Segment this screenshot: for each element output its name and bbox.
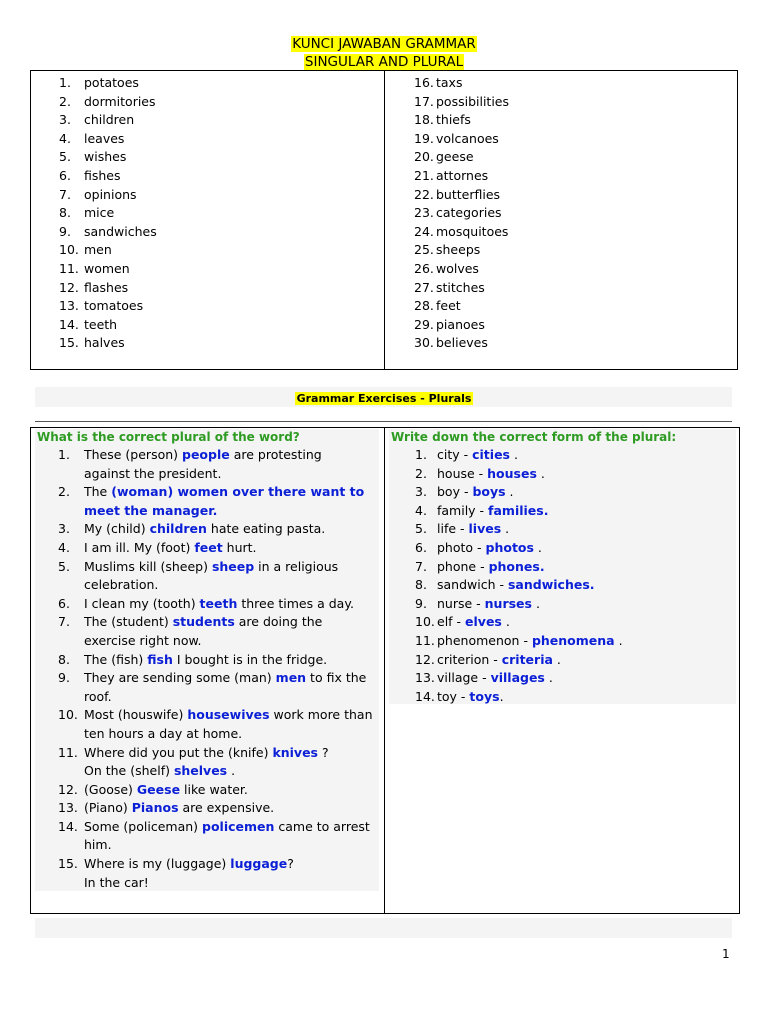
question-text: I am ill. My (foot) <box>84 539 195 555</box>
answer-key-left-column <box>59 74 157 353</box>
question-text: are doing the <box>234 614 323 630</box>
item-number: 2. <box>415 465 427 481</box>
item-word: stitches <box>436 279 485 295</box>
item-number: 30. <box>414 335 434 351</box>
item-number: 18. <box>414 112 434 128</box>
question-text: Muslims kill (sheep) <box>84 558 212 574</box>
item-word: men <box>84 242 112 258</box>
answer-key-item <box>414 111 509 130</box>
exercise-title-text: Grammar Exercises - Plurals <box>296 392 472 405</box>
question-text: work more than <box>269 707 373 723</box>
question-text: exercise right now. <box>84 632 202 648</box>
column-divider <box>384 71 385 369</box>
item-number: 6. <box>58 595 70 611</box>
exercise-line <box>415 465 623 484</box>
answer-key-item <box>414 148 509 167</box>
item-number: 15. <box>59 335 79 351</box>
exercise-line <box>58 465 373 484</box>
answer-text: toys <box>469 688 500 704</box>
item-word: mosquitoes <box>436 223 509 239</box>
answer-text: cities <box>472 447 510 462</box>
question-text: Some (policeman) <box>84 818 202 834</box>
answer-key-item <box>414 334 509 353</box>
question-text: phenomenon - <box>437 632 532 648</box>
item-number: 7. <box>58 614 70 630</box>
answer-key-item <box>59 204 157 223</box>
item-number: 6. <box>59 167 71 183</box>
item-number: 14. <box>58 818 78 834</box>
question-text: My (child) <box>84 521 150 537</box>
exercise-line <box>58 595 373 614</box>
exercise-table <box>30 427 740 914</box>
question-text: . <box>499 688 504 704</box>
exercise-line <box>58 706 373 725</box>
item-number: 11. <box>59 260 79 276</box>
answer-key-item <box>59 223 157 242</box>
answer-key-item <box>59 186 157 205</box>
item-number: 5. <box>58 558 70 574</box>
question-text: . <box>614 632 623 648</box>
question-text: (Piano) <box>84 800 132 816</box>
item-word: believes <box>436 335 488 351</box>
item-word: sandwiches <box>84 223 157 239</box>
answer-text: Geese <box>136 781 181 797</box>
question-text: Where did you put the (knife) <box>84 744 273 760</box>
exercise-line <box>415 558 623 577</box>
question-text: . <box>536 465 545 481</box>
item-number: 8. <box>415 577 427 593</box>
item-number: 28. <box>414 298 434 314</box>
item-number: 13. <box>59 298 79 314</box>
exercise-line <box>415 669 623 688</box>
question-text: like water. <box>180 781 248 797</box>
exercise-line <box>58 799 373 818</box>
item-number: 9. <box>58 670 70 686</box>
answer-key-item <box>414 297 509 316</box>
answer-key-item <box>59 334 157 353</box>
answer-key-item <box>59 111 157 130</box>
answer-key-item <box>59 260 157 279</box>
exercise-line <box>58 725 373 744</box>
exercise-line <box>415 520 623 539</box>
answer-key-item <box>414 241 509 260</box>
question-text: . <box>531 595 540 611</box>
exercise-line <box>58 558 373 577</box>
question-text: In the car! <box>84 874 149 890</box>
exercise-line <box>415 613 623 632</box>
question-text: The (fish) <box>84 651 148 667</box>
item-number: 6. <box>415 539 427 555</box>
item-word: possibilities <box>436 93 510 109</box>
item-number: 2. <box>58 484 70 500</box>
item-word: thiefs <box>436 112 471 128</box>
exercise-line <box>58 520 373 539</box>
question-text: came to arrest <box>274 818 370 834</box>
left-column-heading: What is the correct plural of the word? <box>37 430 300 444</box>
exercise-line <box>58 874 373 893</box>
item-number: 29. <box>414 316 434 332</box>
exercise-line <box>415 632 623 651</box>
exercise-line <box>58 836 373 855</box>
exercise-line <box>415 595 623 614</box>
exercise-line <box>58 818 373 837</box>
answer-text: shelves <box>173 763 228 779</box>
answer-text: phones. <box>488 558 545 574</box>
exercise-line <box>415 688 623 707</box>
doc-title-line1: KUNCI JAWABAN GRAMMAR <box>292 36 476 52</box>
question-text: photo - <box>437 539 486 555</box>
answer-text: boys <box>472 484 506 500</box>
answer-text: phenomena <box>531 632 615 648</box>
item-number: 24. <box>414 223 434 239</box>
question-text: ? <box>287 856 294 872</box>
answer-text: feet <box>194 539 223 555</box>
item-word: opinions <box>84 186 137 202</box>
question-text: family - <box>437 502 489 518</box>
item-number: 7. <box>59 186 71 202</box>
item-number: 11. <box>415 632 435 648</box>
item-number: 25. <box>414 242 434 258</box>
exercise-line <box>415 502 623 521</box>
answer-text: lives <box>468 521 502 537</box>
question-text: village - <box>437 670 491 686</box>
column-divider <box>384 428 385 913</box>
answer-key-item <box>59 316 157 335</box>
answer-text: (woman) women over there want to <box>111 484 365 500</box>
item-number: 4. <box>59 130 71 146</box>
item-word: wishes <box>84 149 127 165</box>
item-number: 12. <box>59 279 79 295</box>
item-number: 1. <box>58 447 70 462</box>
exercise-line <box>58 632 373 651</box>
answer-text: children <box>149 521 207 537</box>
right-column-heading: Write down the correct form of the plural: <box>391 430 677 444</box>
exercise-line <box>415 483 623 502</box>
item-number: 3. <box>415 484 427 500</box>
question-text: sandwich - <box>437 577 508 593</box>
item-word: sheeps <box>436 242 481 258</box>
question-text: (Goose) <box>84 781 137 797</box>
question-text: criterion - <box>437 651 502 667</box>
item-word: potatoes <box>84 75 139 90</box>
question-text: I bought is in the fridge. <box>172 651 328 667</box>
exercise-line <box>58 688 373 707</box>
answer-key-item <box>59 241 157 260</box>
question-text: . <box>505 484 514 500</box>
answer-text: Pianos <box>131 800 179 816</box>
answer-text: criteria <box>501 651 553 667</box>
answer-text: families. <box>488 502 549 518</box>
question-text: I clean my (tooth) <box>84 595 200 611</box>
question-text: are protesting <box>229 447 322 462</box>
question-text: Most (houswife) <box>84 707 188 723</box>
item-word: categories <box>436 205 502 221</box>
exercise-title <box>0 392 768 405</box>
exercise-line <box>415 576 623 595</box>
item-number: 10. <box>59 242 79 258</box>
question-text: . <box>501 614 510 630</box>
doc-title <box>0 36 768 52</box>
item-word: pianoes <box>436 316 485 332</box>
answer-key-item <box>59 148 157 167</box>
item-number: 9. <box>415 595 427 611</box>
answer-key-item <box>414 74 509 93</box>
question-text: . <box>552 651 561 667</box>
exercise-line <box>58 446 373 465</box>
item-number: 23. <box>414 205 434 221</box>
item-number: 1. <box>415 447 427 462</box>
exercise-left-list <box>58 446 373 892</box>
exercise-line <box>58 502 373 521</box>
question-text: house - <box>437 465 488 481</box>
question-text: celebration. <box>84 577 159 593</box>
item-number: 26. <box>414 260 434 276</box>
item-number: 15. <box>58 856 78 872</box>
item-word: women <box>84 260 130 276</box>
question-text: The <box>84 484 112 500</box>
answer-key-item <box>59 279 157 298</box>
item-number: 3. <box>59 112 71 128</box>
item-number: 27. <box>414 279 434 295</box>
answer-text: students <box>172 614 235 630</box>
exercise-line <box>58 539 373 558</box>
answer-text: nurses <box>484 595 532 611</box>
question-text: hurt. <box>222 539 257 555</box>
question-text: elf - <box>437 614 466 630</box>
horizontal-rule <box>35 421 732 422</box>
item-word: halves <box>84 335 125 351</box>
item-word: dormitories <box>84 93 156 109</box>
answer-key-item <box>59 93 157 112</box>
item-word: geese <box>436 149 474 165</box>
answer-key-item <box>59 74 157 93</box>
page-number: 1 <box>722 947 730 961</box>
item-number: 5. <box>415 521 427 537</box>
answer-key-item <box>414 130 509 149</box>
answer-text: knives <box>272 744 319 760</box>
footer-band <box>35 918 732 938</box>
answer-key-item <box>414 223 509 242</box>
item-word: mice <box>84 205 115 221</box>
item-number: 7. <box>415 558 427 574</box>
answer-text: policemen <box>202 818 275 834</box>
answer-key-item <box>414 204 509 223</box>
answer-text: people <box>182 447 230 462</box>
item-number: 12. <box>58 781 78 797</box>
item-word: volcanoes <box>436 130 499 146</box>
item-number: 8. <box>58 651 70 667</box>
item-word: flashes <box>84 279 129 295</box>
answer-key-item <box>414 186 509 205</box>
question-text: him. <box>84 837 112 853</box>
item-number: 1. <box>59 75 71 90</box>
item-number: 10. <box>415 614 435 630</box>
item-word: tomatoes <box>84 298 144 314</box>
item-number: 3. <box>58 521 70 537</box>
answer-text: villages <box>490 670 545 686</box>
item-number: 20. <box>414 149 434 165</box>
item-word: taxs <box>436 75 463 90</box>
item-word: feet <box>436 298 461 314</box>
answer-text: meet the manager. <box>84 502 218 518</box>
item-number: 19. <box>414 130 434 146</box>
item-number: 9. <box>59 223 71 239</box>
question-text: roof. <box>84 688 112 704</box>
answer-key-item <box>59 130 157 149</box>
answer-key-item <box>414 279 509 298</box>
item-number: 8. <box>59 205 71 221</box>
item-number: 14. <box>415 688 435 704</box>
exercise-line <box>58 483 373 502</box>
item-number: 12. <box>415 651 435 667</box>
item-number: 13. <box>415 670 435 686</box>
item-number: 4. <box>58 539 70 555</box>
answer-text: sandwiches. <box>507 577 595 593</box>
item-number: 13. <box>58 800 78 816</box>
question-text: . <box>509 447 518 462</box>
doc-subtitle <box>0 54 768 70</box>
exercise-line <box>58 651 373 670</box>
exercise-line <box>415 539 623 558</box>
item-word: attornes <box>436 167 489 183</box>
exercise-line <box>58 613 373 632</box>
doc-title-line2: SINGULAR AND PLURAL <box>304 54 464 70</box>
exercise-line <box>58 781 373 800</box>
question-text: hate eating pasta. <box>206 521 326 537</box>
exercise-line <box>415 651 623 670</box>
answer-key-item <box>59 167 157 186</box>
answer-key-item <box>414 93 509 112</box>
question-text: On the (shelf) <box>84 763 174 779</box>
answer-text: men <box>275 670 307 686</box>
item-number: 22. <box>414 186 434 202</box>
item-word: children <box>84 112 135 128</box>
answer-text: teeth <box>199 595 238 611</box>
exercise-line <box>58 744 373 763</box>
item-number: 4. <box>415 502 427 518</box>
item-number: 16. <box>414 75 434 90</box>
question-text: ? <box>318 744 329 760</box>
question-text: toy - <box>437 688 470 704</box>
item-number: 10. <box>58 707 78 723</box>
item-word: fishes <box>84 167 121 183</box>
exercise-line <box>58 669 373 688</box>
exercise-line <box>58 855 373 874</box>
exercise-line <box>415 446 623 465</box>
question-text: are expensive. <box>178 800 275 816</box>
question-text: phone - <box>437 558 489 574</box>
answer-text: photos <box>485 539 534 555</box>
question-text: to fix the <box>306 670 367 686</box>
answer-key-item <box>59 297 157 316</box>
question-text: against the president. <box>84 465 222 481</box>
question-text: . <box>227 763 236 779</box>
answer-text: sheep <box>211 558 255 574</box>
question-text: . <box>544 670 553 686</box>
exercise-line <box>58 762 373 781</box>
question-text: . <box>501 521 510 537</box>
item-word: butterflies <box>436 186 501 202</box>
answer-key-right-column <box>414 74 509 353</box>
question-text: These (person) <box>84 447 182 462</box>
question-text: . <box>533 539 542 555</box>
answer-key-item <box>414 260 509 279</box>
item-word: leaves <box>84 130 125 146</box>
item-word: wolves <box>436 260 479 276</box>
question-text: city - <box>437 447 473 462</box>
item-number: 17. <box>414 93 434 109</box>
answer-text: elves <box>465 614 502 630</box>
answer-text: luggage <box>230 856 288 872</box>
answer-key-item <box>414 316 509 335</box>
question-text: Where is my (luggage) <box>84 856 231 872</box>
question-text: nurse - <box>437 595 485 611</box>
answer-key-item <box>414 167 509 186</box>
item-number: 11. <box>58 744 78 760</box>
exercise-line <box>58 576 373 595</box>
item-number: 14. <box>59 316 79 332</box>
question-text: in a religious <box>254 558 339 574</box>
answer-text: housewives <box>187 707 270 723</box>
exercise-right-list <box>415 446 623 706</box>
question-text: The (student) <box>84 614 173 630</box>
question-text: life - <box>437 521 469 537</box>
item-number: 5. <box>59 149 71 165</box>
item-number: 2. <box>59 93 71 109</box>
answer-text: fish <box>147 651 173 667</box>
answer-text: houses <box>487 465 537 481</box>
question-text: They are sending some (man) <box>84 670 276 686</box>
answer-key-table <box>30 70 738 370</box>
item-word: teeth <box>84 316 118 332</box>
question-text: three times a day. <box>237 595 354 611</box>
item-number: 21. <box>414 167 434 183</box>
question-text: boy - <box>437 484 473 500</box>
question-text: ten hours a day at home. <box>84 725 243 741</box>
